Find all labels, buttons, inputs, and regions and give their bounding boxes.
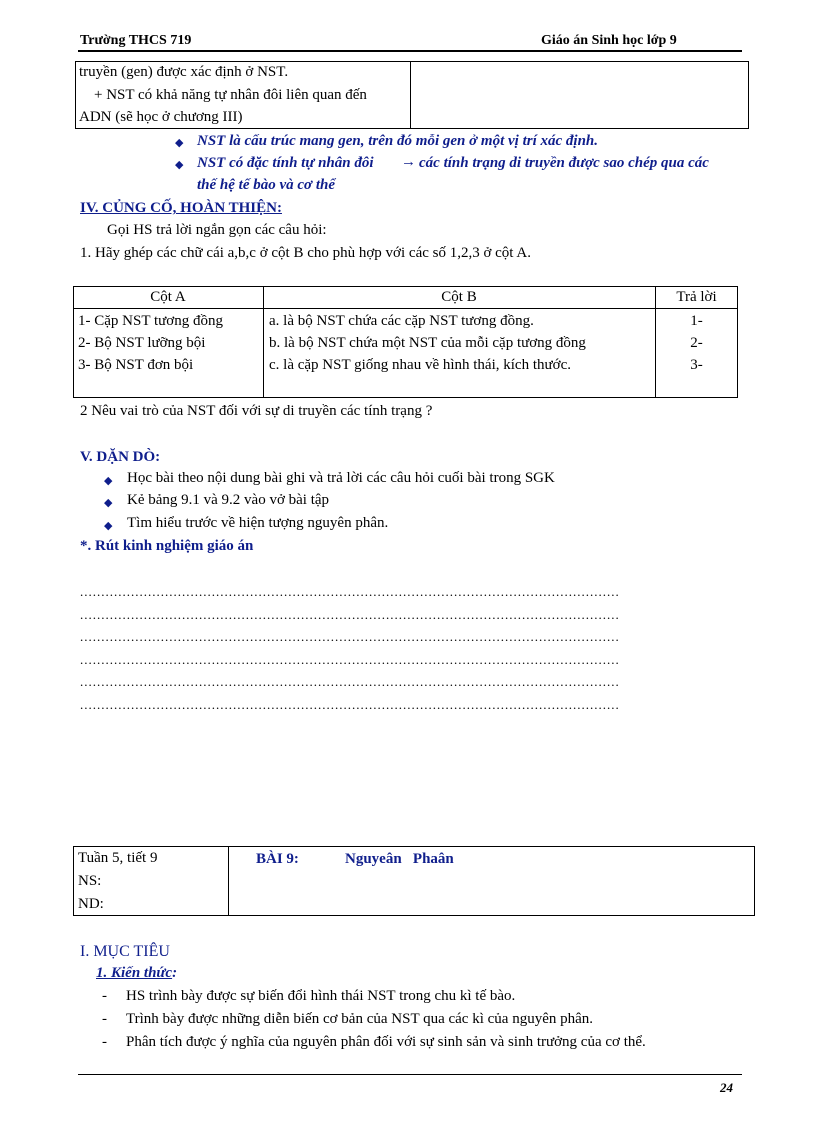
summary-bullet-1: NST là cấu trúc mang gen, trên đó mỗi gen ở một vị trí xác định. [197,133,599,149]
section5-title: V. DẶN DÒ: [80,449,161,465]
match-answer-row3: 3- [690,357,703,373]
diamond-bullet-icon: ◆ [104,520,113,532]
summary-bullet-2b: các tính trạng di truyền được sao chép qua các [419,155,709,171]
lesson-number: BÀI 9: [256,851,299,867]
match-col-b-row2: b. là bộ NST chứa một NST của mỗi cặp tương đồng [269,335,586,351]
section4-q1: 1. Hãy ghép các chữ cái a,b,c ở cột B cho phù hợp với các số 1,2,3 ở cột A. [80,245,531,261]
top-table-line1: truyền (gen) được xác định ở NST. [79,64,289,80]
section5-item-1: Học bài theo nội dung bài ghi và trả lời các câu hỏi cuối bài trong SGK [127,470,555,486]
lesson-nd: ND: [78,896,104,912]
match-header-col-a: Cột A [150,289,186,305]
dotted-line: ............................................................................................................................... [80,584,620,599]
question-2: 2 Nêu vai trò của NST đối với sự di truyền các tính trạng ? [80,403,433,419]
match-col-b-row1: a. là bộ NST chứa các cặp NST tương đồng. [269,313,534,329]
lesson-title: Nguyeân Phaân [345,851,454,867]
match-table-header-rule [73,308,738,309]
lesson-ns: NS: [78,873,102,889]
lesson-week: Tuần 5, tiết 9 [78,850,158,866]
section1-subtitle-text: 1. Kiến thức [96,965,173,981]
section1-subtitle-colon: : [172,965,178,981]
page-number: 24 [720,1080,733,1095]
section5-item-2: Kẻ bảng 9.1 và 9.2 vào vở bài tập [127,492,330,508]
section4-title: IV. CỦNG CỐ, HOÀN THIỆN: [80,200,282,216]
dotted-line: ............................................................................................................................... [80,674,620,689]
section1-title: I. MỤC TIÊU [80,943,170,960]
summary-bullet-2a: NST có đặc tính tự nhân đôi [197,155,374,171]
dash-bullet: - [102,1011,107,1027]
match-answer-row1: 1- [690,313,703,329]
section5-item-3: Tìm hiểu trước về hiện tượng nguyên phân. [127,515,389,531]
match-header-answer: Trả lời [676,289,717,305]
match-header-col-b: Cột B [441,289,477,305]
section4-intro: Gọi HS trả lời ngắn gọn các câu hỏi: [107,222,327,238]
dotted-line: ............................................................................................................................... [80,607,620,622]
dotted-line: ............................................................................................................................... [80,697,620,712]
diamond-bullet-icon: ◆ [175,137,184,149]
dotted-line: ............................................................................................................................... [80,629,620,644]
summary-bullet-2c: thế hệ tế bào và cơ thể [197,177,336,193]
match-col-a-row2: 2- Bộ NST lưỡng bội [78,335,206,351]
diamond-bullet-icon: ◆ [175,159,184,171]
footer-rule [78,1074,742,1075]
dash-bullet: - [102,988,107,1004]
top-table-line2: + NST có khả năng tự nhân đôi liên quan đến [94,87,367,103]
lesson-box-divider [228,846,229,916]
header-subject: Giáo án Sinh học lớp 9 [541,33,677,48]
experience-title: *. Rút kinh nghiệm giáo án [80,538,254,554]
section1-subtitle [96,965,177,982]
top-table-line3: ADN (sẽ học ở chương III) [79,109,243,125]
section1-item-2: Trình bày được những diễn biến cơ bản của NST qua các kì của nguyên phân. [126,1011,594,1027]
match-col-a-row3: 3- Bộ NST đơn bội [78,357,194,373]
dotted-line: ............................................................................................................................... [80,652,620,667]
dash-bullet: - [102,1034,107,1050]
match-col-b-row3: c. là cặp NST giống nhau về hình thái, kích thước. [269,357,571,373]
arrow-right-icon: → [401,154,416,170]
top-table-divider [410,61,411,129]
match-col-a-row1: 1- Cặp NST tương đồng [78,313,223,329]
match-answer-row2: 2- [690,335,703,351]
section1-item-1: HS trình bày được sự biến đổi hình thái NST trong chu kì tế bào. [126,988,516,1004]
section1-item-3: Phân tích được ý nghĩa của nguyên phân đối với sự sinh sản và sinh trưởng của cơ thể. [126,1034,646,1050]
header-school: Trường THCS 719 [80,33,192,48]
diamond-bullet-icon: ◆ [104,497,113,509]
header-rule [78,50,742,52]
diamond-bullet-icon: ◆ [104,475,113,487]
